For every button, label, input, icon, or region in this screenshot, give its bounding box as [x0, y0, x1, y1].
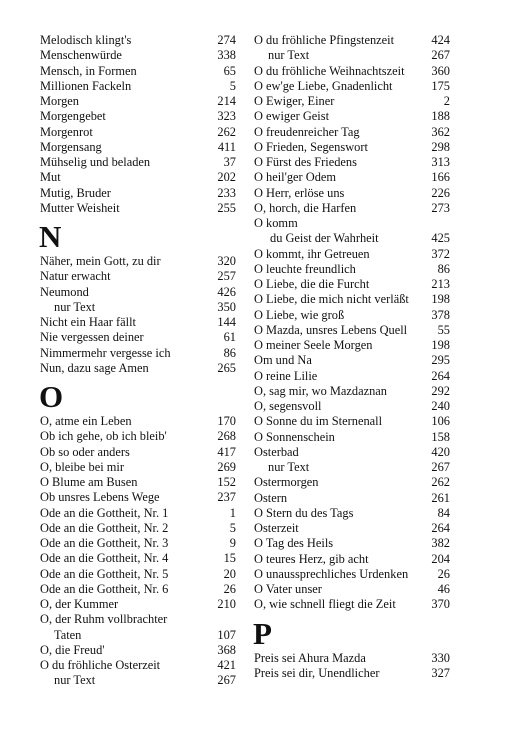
index-column-right [254, 33, 450, 681]
entry-title: O unaussprechliches Urdenken [254, 566, 409, 581]
entry-page-number: 9 [229, 536, 236, 550]
entry-title: Mutter Weisheit [40, 200, 120, 215]
entry-page-number: 411 [217, 139, 236, 154]
entry-page-number: 188 [431, 109, 450, 124]
index-entry [254, 125, 450, 140]
entry-title: Näher, mein Gott, zu dir [40, 254, 161, 268]
entry-page-number: 20 [223, 566, 236, 581]
index-entry [254, 323, 450, 338]
entry-title: Menschenwürde [40, 48, 122, 63]
index-entry [254, 109, 450, 124]
entry-title: Ode an die Gottheit, Nr. 5 [40, 566, 169, 581]
index-entry [40, 109, 236, 124]
index-entry [40, 475, 236, 490]
entry-title: O, segensvoll [254, 399, 322, 413]
index-entry [40, 300, 236, 315]
index-entry [40, 658, 236, 673]
entry-page-number: 320 [217, 254, 236, 268]
index-entry [254, 231, 450, 246]
entry-title: O, der Ruhm vollbrachter [40, 612, 168, 627]
entry-page-number: 226 [431, 185, 450, 200]
index-entry [40, 254, 236, 269]
entry-title: O ew'ge Liebe, Gnadenlicht [254, 78, 393, 93]
index-entry [254, 567, 450, 582]
entry-page-number: 382 [431, 536, 450, 551]
index-entry [40, 125, 236, 140]
entry-title: O, bleibe bei mir [40, 459, 124, 474]
entry-title: O Herr, erlöse uns [254, 185, 345, 200]
entry-title: O teures Herz, gib acht [254, 551, 369, 566]
index-entry [40, 628, 236, 643]
entry-title: O komm [254, 216, 298, 230]
index-entry [40, 330, 236, 345]
index-entry [254, 353, 450, 368]
entry-page-number: 262 [431, 475, 450, 490]
entry-page-number: 65 [223, 63, 236, 78]
section-letter: N [39, 219, 62, 254]
entry-page-number: 152 [217, 475, 236, 489]
entry-title: O Ewiger, Einer [254, 94, 335, 108]
entry-title: Ode an die Gottheit, Nr. 1 [40, 505, 169, 520]
entry-title: Ob unsres Lebens Wege [40, 490, 160, 505]
entry-page-number: 378 [431, 307, 450, 322]
entry-page-number: 5 [229, 78, 236, 93]
entry-page-number: 46 [437, 582, 450, 596]
index-entry [40, 582, 236, 597]
entry-page-number: 274 [217, 33, 236, 47]
index-entry [40, 506, 236, 521]
index-entry [40, 643, 236, 658]
index-entry [254, 445, 450, 460]
entry-title: O Liebe, die die Furcht [254, 277, 370, 291]
section-letter-heading [40, 376, 236, 414]
entry-page-number: 257 [217, 269, 236, 284]
index-entry [40, 551, 236, 566]
entry-title: O, sag mir, wo Mazdaznan [254, 383, 388, 398]
index-entry [254, 79, 450, 94]
index-entry [254, 597, 450, 612]
entry-title: O Tag des Heils [254, 536, 334, 551]
entry-page-number: 2 [443, 94, 450, 108]
entry-page-number: 338 [217, 48, 236, 63]
entry-page-number: 417 [217, 444, 236, 459]
entry-title: O Sonnenschein [254, 429, 335, 444]
entry-title: O, atme ein Leben [40, 414, 132, 428]
entry-title: O ewiger Geist [254, 109, 330, 124]
entry-title: Mühselig und beladen [40, 155, 151, 169]
index-entry [40, 64, 236, 79]
entry-page-number: 86 [437, 261, 450, 276]
index-entry [40, 140, 236, 155]
entry-title: Ob so oder anders [40, 444, 130, 459]
entry-page-number: 170 [217, 414, 236, 428]
index-entry [40, 346, 236, 361]
entry-page-number: 267 [431, 48, 450, 63]
entry-page-number: 107 [217, 627, 236, 642]
entry-title: O Blume am Busen [40, 475, 138, 489]
entry-page-number: 298 [431, 139, 450, 154]
entry-page-number: 1 [229, 505, 236, 520]
index-entry [40, 48, 236, 63]
entry-title: O kommt, ihr Getreuen [254, 246, 370, 261]
entry-page-number: 198 [431, 292, 450, 307]
entry-title: Morgensang [40, 139, 102, 154]
entry-page-number: 202 [217, 170, 236, 185]
entry-page-number: 198 [431, 338, 450, 352]
index-entry [40, 155, 236, 170]
entry-page-number: 265 [217, 360, 236, 375]
entry-title: O Vater unser [254, 582, 322, 596]
entry-title: Ode an die Gottheit, Nr. 2 [40, 520, 169, 535]
index-entry [254, 460, 450, 475]
index-entry [254, 475, 450, 490]
entry-title: O Stern du des Tags [254, 505, 354, 520]
index-entry [40, 79, 236, 94]
entry-title: Morgengebet [40, 109, 106, 124]
index-entry [254, 247, 450, 262]
index-entry [254, 186, 450, 201]
entry-page-number: 362 [431, 124, 450, 139]
entry-title: O du fröhliche Pfingstenzeit [254, 33, 395, 47]
entry-title: nur Text [268, 48, 310, 63]
entry-page-number: 15 [223, 551, 236, 566]
entry-page-number: 158 [431, 429, 450, 444]
index-entry [254, 201, 450, 216]
entry-page-number: 262 [217, 124, 236, 139]
index-entry [254, 491, 450, 506]
index-entry [40, 414, 236, 429]
entry-title: O du fröhliche Osterzeit [40, 658, 161, 672]
entry-title: Nun, dazu sage Amen [40, 360, 149, 375]
entry-title: O Mazda, unsres Lebens Quell [254, 322, 408, 337]
index-entry [40, 673, 236, 688]
entry-page-number: 313 [431, 155, 450, 169]
entry-title: Mensch, in Formen [40, 63, 137, 78]
entry-page-number: 233 [217, 185, 236, 200]
index-entry [254, 430, 450, 445]
entry-title: Nimmermehr vergesse ich [40, 345, 171, 360]
entry-page-number: 26 [437, 566, 450, 581]
entry-page-number: 295 [431, 353, 450, 368]
entry-title: O, horch, die Harfen [254, 200, 357, 215]
entry-title: Ode an die Gottheit, Nr. 4 [40, 551, 169, 566]
entry-page-number: 370 [431, 597, 450, 612]
entry-page-number: 350 [217, 299, 236, 314]
entry-title: Ode an die Gottheit, Nr. 3 [40, 536, 169, 550]
index-entry [40, 536, 236, 551]
entry-title: Mutig, Bruder [40, 185, 111, 200]
index-entry [254, 521, 450, 536]
entry-page-number: 214 [217, 94, 236, 108]
index-entry [40, 170, 236, 185]
entry-page-number: 5 [229, 520, 236, 535]
entry-title: Neumond [40, 284, 89, 299]
index-entry [40, 315, 236, 330]
index-entry [40, 33, 236, 48]
entry-page-number: 213 [431, 277, 450, 291]
entry-title: Osterbad [254, 444, 299, 459]
entry-page-number: 269 [217, 459, 236, 474]
entry-page-number: 255 [217, 200, 236, 215]
entry-title: Melodisch klingt's [40, 33, 132, 47]
index-entry [40, 186, 236, 201]
index-entry [254, 33, 450, 48]
entry-page-number: 106 [431, 414, 450, 429]
entry-page-number: 292 [431, 383, 450, 398]
index-entry [40, 567, 236, 582]
entry-title: Ob ich gehe, ob ich bleib' [40, 429, 167, 444]
entry-title: Ostern [254, 490, 288, 505]
entry-page-number: 330 [431, 650, 450, 665]
index-entry [254, 582, 450, 597]
section-letter-heading [254, 613, 450, 651]
entry-page-number: 267 [217, 673, 236, 688]
index-entry [254, 414, 450, 429]
entry-title: O meiner Seele Morgen [254, 338, 373, 352]
entry-page-number: 26 [223, 581, 236, 596]
entry-page-number: 264 [431, 521, 450, 535]
entry-page-number: 424 [431, 33, 450, 47]
entry-title: Osterzeit [254, 521, 299, 535]
entry-title: Nicht ein Haar fällt [40, 315, 136, 329]
entry-page-number: 86 [223, 345, 236, 360]
index-entry [254, 292, 450, 307]
entry-title: Natur erwacht [40, 269, 111, 284]
index-entry [254, 369, 450, 384]
section-letter-heading [40, 216, 236, 254]
entry-title: Taten [54, 627, 82, 642]
entry-page-number: 144 [217, 315, 236, 329]
index-entry [254, 651, 450, 666]
index-entry [254, 552, 450, 567]
entry-title: Morgenrot [40, 124, 93, 139]
entry-title: Preis sei Ahura Mazda [254, 650, 366, 665]
entry-title: du Geist der Wahrheit [270, 231, 379, 246]
entry-page-number: 264 [431, 368, 450, 383]
entry-title: Om und Na [254, 353, 312, 368]
index-entry [254, 64, 450, 79]
entry-title: Mut [40, 170, 61, 185]
index-entry [40, 445, 236, 460]
section-letter: O [39, 379, 64, 414]
entry-title: O heil'ger Odem [254, 170, 337, 185]
entry-title: Millionen Fackeln [40, 78, 132, 93]
entry-page-number: 267 [431, 460, 450, 474]
index-entry [254, 140, 450, 155]
index-entry [40, 597, 236, 612]
entry-title: O leuchte freundlich [254, 261, 356, 276]
entry-title: O Sonne du im Sternenall [254, 414, 383, 429]
entry-title: O, der Kummer [40, 597, 119, 611]
entry-title: O Fürst des Friedens [254, 155, 357, 169]
index-entry [254, 338, 450, 353]
entry-page-number: 210 [217, 597, 236, 611]
entry-page-number: 37 [223, 155, 236, 169]
entry-title: nur Text [268, 460, 310, 474]
entry-title: Ode an die Gottheit, Nr. 6 [40, 581, 169, 596]
entry-page-number: 273 [431, 200, 450, 215]
entry-page-number: 368 [217, 642, 236, 657]
entry-page-number: 175 [431, 78, 450, 93]
entry-title: O Liebe, wie groß [254, 307, 345, 322]
entry-page-number: 55 [437, 322, 450, 337]
index-entry [254, 506, 450, 521]
index-entry [40, 429, 236, 444]
entry-title: Morgen [40, 94, 80, 108]
entry-page-number: 261 [431, 490, 450, 505]
index-entry [254, 155, 450, 170]
index-entry [40, 201, 236, 216]
entry-page-number: 166 [431, 170, 450, 185]
entry-title: O Frieden, Segenswort [254, 139, 368, 154]
entry-title: O Liebe, die mich nicht verläßt [254, 292, 409, 307]
entry-page-number: 237 [217, 490, 236, 505]
entry-page-number: 421 [217, 658, 236, 672]
entry-title: Ostermorgen [254, 475, 319, 490]
index-entry [40, 490, 236, 505]
index-entry [40, 285, 236, 300]
entry-title: O freudenreicher Tag [254, 124, 360, 139]
entry-page-number: 84 [437, 505, 450, 520]
entry-page-number: 323 [217, 109, 236, 124]
index-entry [254, 399, 450, 414]
index-entry [254, 536, 450, 551]
index-entry [254, 277, 450, 292]
entry-title: O, wie schnell fliegt die Zeit [254, 597, 396, 612]
entry-title: O du fröhliche Weihnachtszeit [254, 63, 405, 78]
entry-page-number: 420 [431, 444, 450, 459]
entry-page-number: 240 [431, 399, 450, 413]
index-entry [40, 94, 236, 109]
index-entry [40, 521, 236, 536]
index-entry [254, 48, 450, 63]
index-entry [40, 612, 236, 627]
index-entry [254, 384, 450, 399]
entry-title: O, die Freud' [40, 642, 105, 657]
entry-page-number: 61 [223, 330, 236, 345]
entry-page-number: 425 [431, 231, 450, 246]
entry-page-number: 268 [217, 429, 236, 444]
entry-title: Preis sei dir, Unendlicher [254, 665, 380, 680]
entry-title: Nie vergessen deiner [40, 330, 144, 345]
index-entry [254, 308, 450, 323]
entry-title: nur Text [54, 673, 96, 688]
section-letter: P [253, 615, 272, 651]
index-entry [254, 666, 450, 681]
entry-title: O reine Lilie [254, 368, 318, 383]
index-entry [254, 216, 450, 231]
entry-page-number: 372 [431, 246, 450, 261]
index-entry [40, 269, 236, 284]
entry-title: nur Text [54, 299, 96, 314]
index-entry [254, 170, 450, 185]
index-entry [40, 361, 236, 376]
entry-page-number: 426 [217, 284, 236, 299]
index-entry [40, 460, 236, 475]
index-column-left [40, 33, 236, 689]
index-entry [254, 262, 450, 277]
entry-page-number: 360 [431, 63, 450, 78]
entry-page-number: 327 [431, 665, 450, 680]
entry-page-number: 204 [431, 551, 450, 566]
index-entry [254, 94, 450, 109]
